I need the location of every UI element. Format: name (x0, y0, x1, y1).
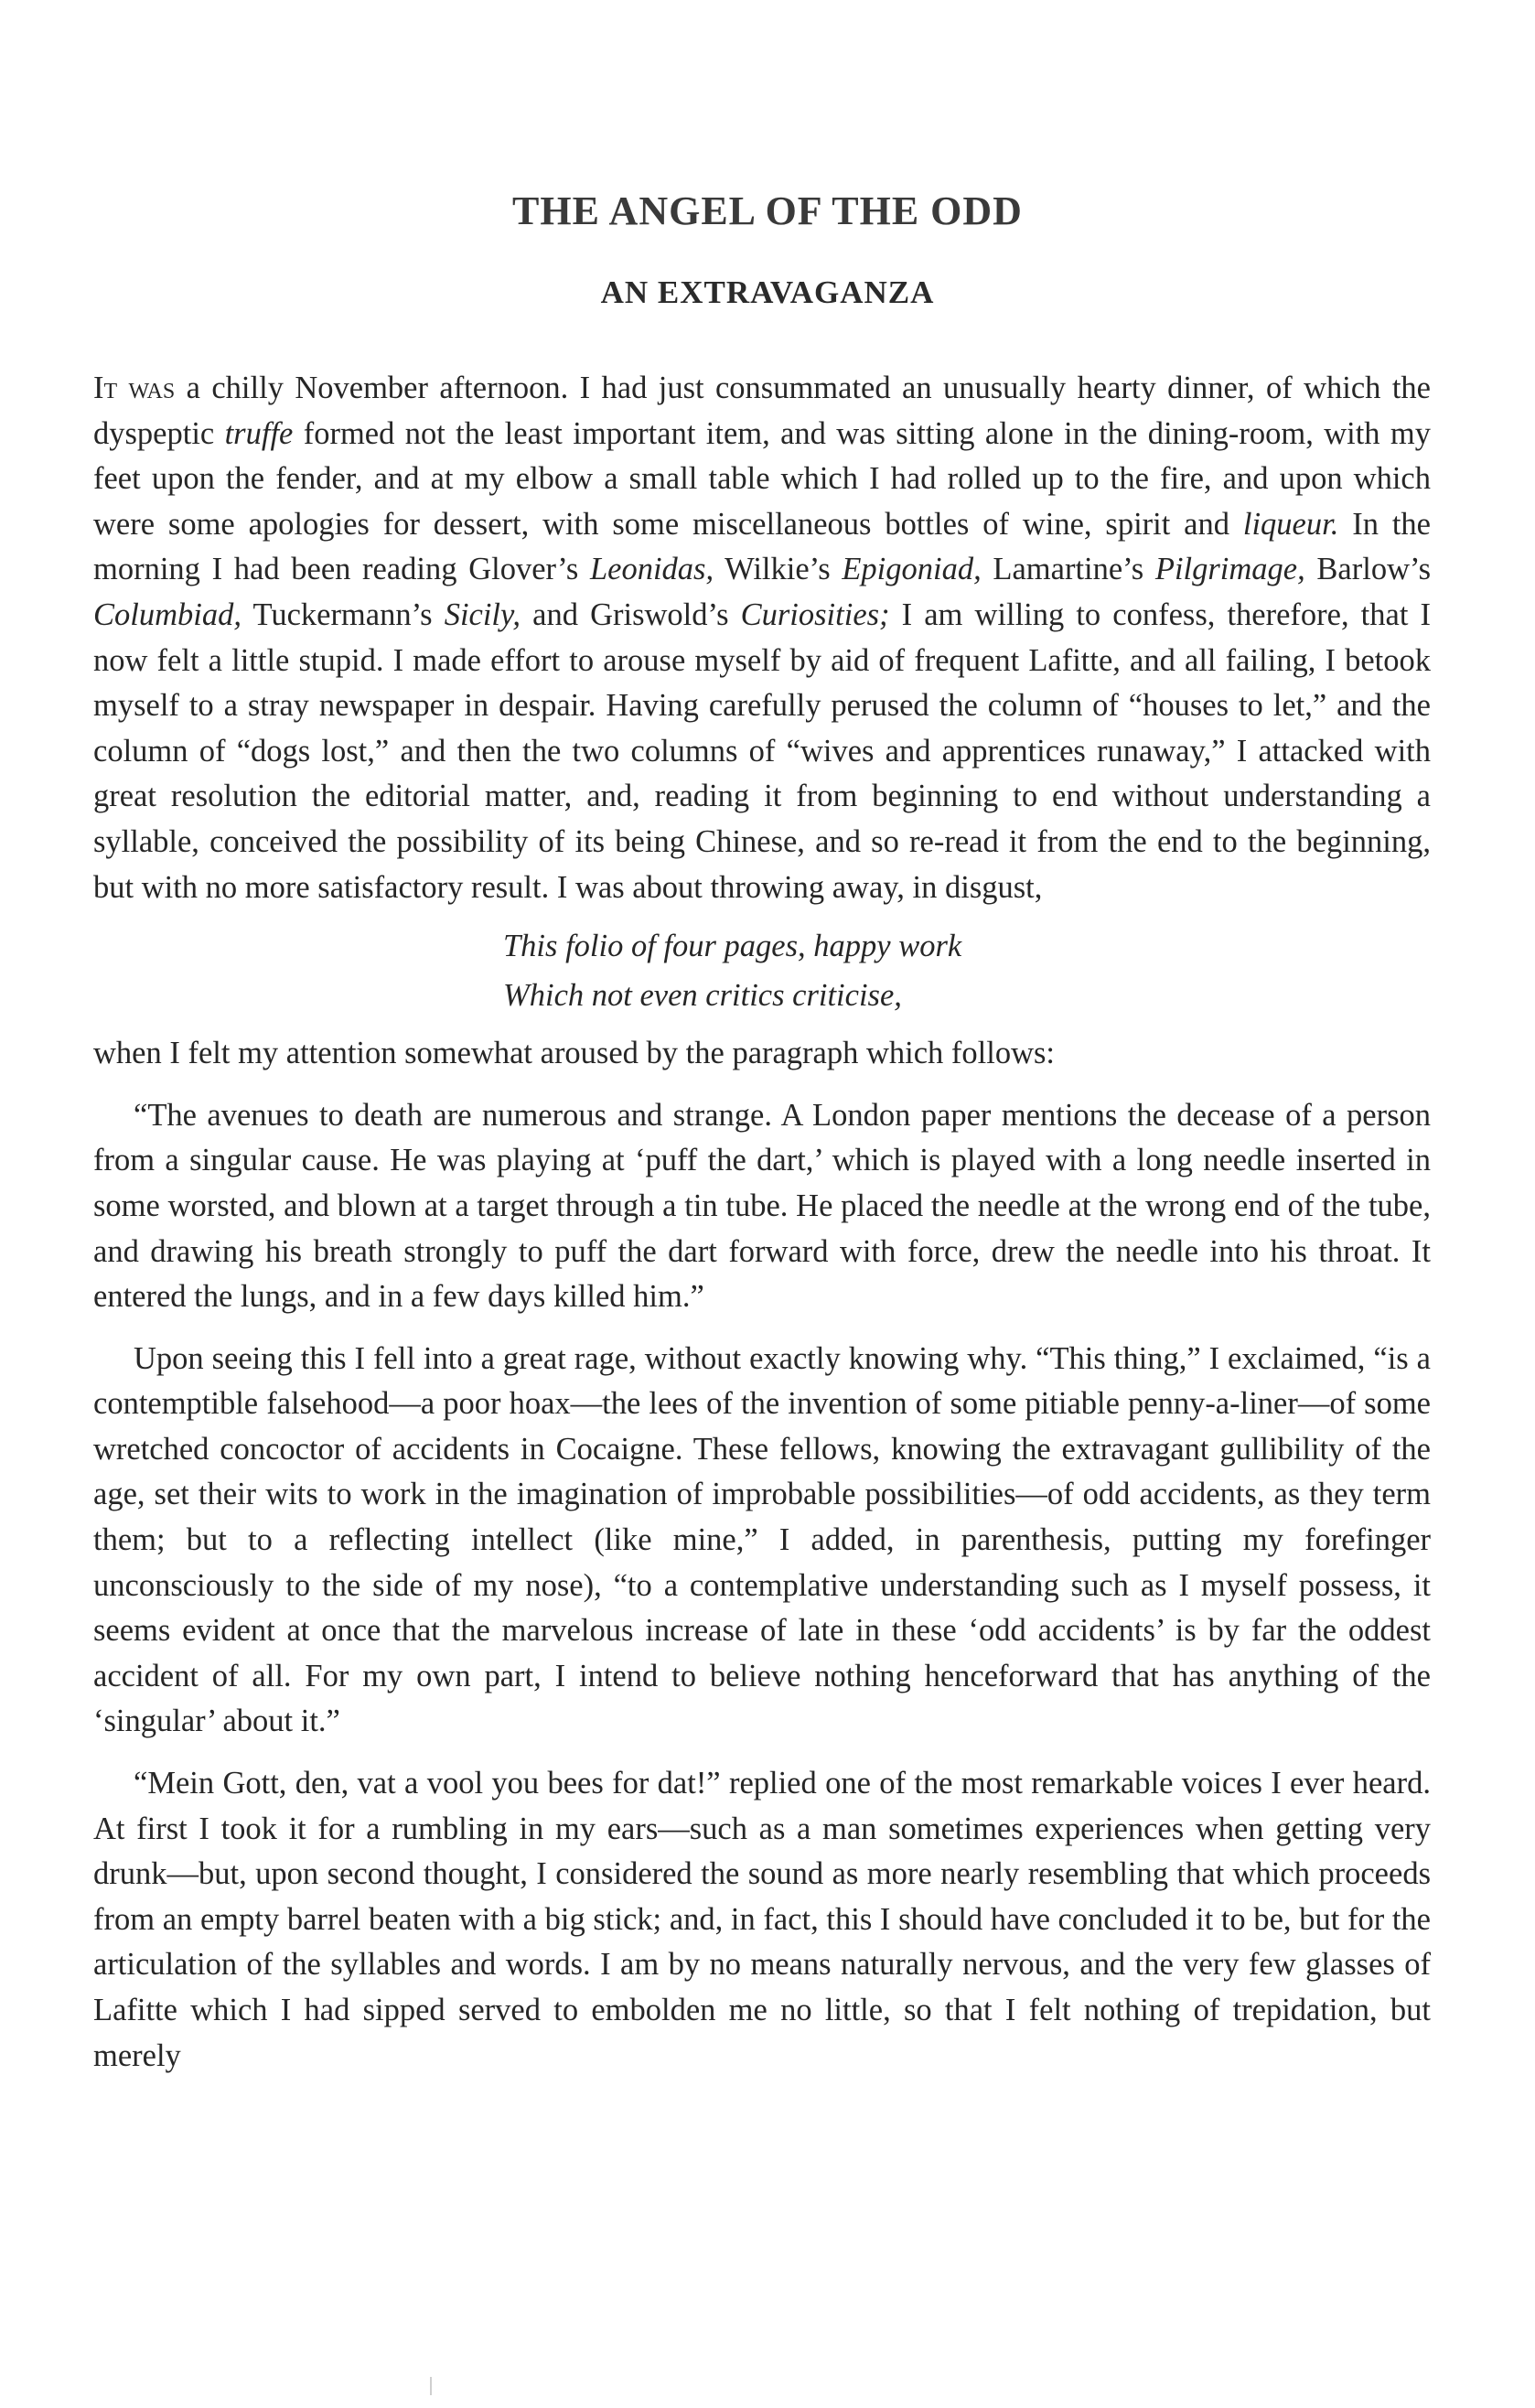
book-title-sicily: Sicily, (444, 597, 521, 632)
opening-small-caps: It was (93, 371, 176, 405)
paragraph-opening (93, 366, 1431, 910)
text-run: Barlow’s (1304, 552, 1431, 587)
paragraph-continuation: when I felt my attention somewhat aroused by the paragraph which follows: (93, 1036, 1056, 1071)
scan-mark (430, 2377, 432, 2395)
verse-line: Which not even critics criticise, (503, 978, 902, 1014)
verse-line: This folio of four pages, happy work (503, 929, 962, 964)
book-title-curiosities: Curiosities; (740, 597, 890, 632)
verse-quote (93, 921, 1431, 1020)
italic-term: truffe (224, 415, 294, 451)
text-run: In the morning I had been reading Glover’s (93, 506, 1431, 587)
chapter-title: THE ANGEL OF THE ODD (512, 188, 1023, 233)
italic-term: liqueur. (1242, 506, 1339, 542)
book-title-columbiad: Columbiad, (93, 597, 242, 632)
text-run: a chilly November afternoon. I had just consummated an unusually hearty dinner, of which the dyspeptic (93, 371, 1431, 451)
text-run: formed not the least important item, and was sitting alone in the dining-room, with my feet upon the fender, and at my elbow a small table which I had rolled up to the fire, and upon which were some apologies for dessert, with some miscellaneous bottles of wine, spirit and (93, 415, 1431, 542)
paragraph-voice: “Mein Gott, den, vat a vool you bees for dat!” replied one of the most remarkable voices I ever heard. At first I took it for a rumbling in my ears—such as a man sometimes experiences when getting very drunk—but, upon second thought, I considered the sound as more nearly resembling that which proceeds from an empty barrel beaten with a big stick; and, in fact, this I should have concluded it to be, but for the articulation of the syllables and words. I am by no means naturally nervous, and the very few glasses of Lafitte which I had sipped served to embolden me no little, so that I felt nothing of trepidation, but merely (93, 1766, 1431, 2073)
text-run: Tuckermann’s (241, 597, 445, 632)
text-run: I am willing to confess, therefore, that I now felt a little stupid. I made effort to arouse myself by aid of frequent Lafitte, and all failing, I betook myself to a stray newspaper in despair. Having carefully perused the column of “houses to let,” and the column of “dogs lost,” and then the two columns of “wives and apprentices runaway,” I attacked with great resolution the editorial matter, and, reading it from beginning to end without understanding a syllable, conceived the possibility of its being Chinese, and so re-read it from the end to the beginning, but with no more satisfactory result. I was about throwing away, in disgust, (93, 597, 1432, 905)
chapter-subtitle: AN EXTRAVAGANZA (600, 274, 935, 310)
text-run: Lamartine’s (981, 552, 1155, 587)
paragraph-newspaper-quote: “The avenues to death are numerous and strange. A London paper mentions the decease of a person from a singular cause. He was playing at ‘puff the dart,’ which is played with a long needle inserted in some worsted, and blown at a target through a tin tube. He placed the needle at the wrong end of the tube, and drawing his breath strongly to puff the dart forward with force, drew the needle into his throat. It entered the lungs, and in a few days killed him.” (93, 1097, 1431, 1315)
book-title-leonidas: Leonidas, (589, 552, 714, 587)
book-title-epigoniad: Epigoniad, (842, 552, 982, 587)
body-text (93, 366, 1431, 2079)
text-run: and Griswold’s (521, 597, 741, 632)
text-run: Wilkie’s (714, 552, 843, 587)
paragraph-rage: Upon seeing this I fell into a great rage, without exactly knowing why. “This thing,” I exclaimed, “is a contemptible falsehood—a poor hoax—the lees of the invention of some pitiable penny-a-liner—of some wretched concoctor of accidents in Cocaigne. These fellows, knowing the extravagant gullibility of the age, set their wits to work in the imagination of improbable possibilities—of odd accidents, as they term them; but to a reflecting intellect (like mine,” I added, in parenthesis, putting my forefinger unconsciously to the side of my nose), “to a contemplative understanding such as I myself possess, it seems evident at once that the marvelous increase of late in these ‘odd accidents’ is by far the oddest accident of all. For my own part, I intend to believe nothing henceforward that has anything of the ‘singular’ about it.” (93, 1340, 1431, 1739)
book-title-pilgrimage: Pilgrimage, (1154, 552, 1305, 587)
